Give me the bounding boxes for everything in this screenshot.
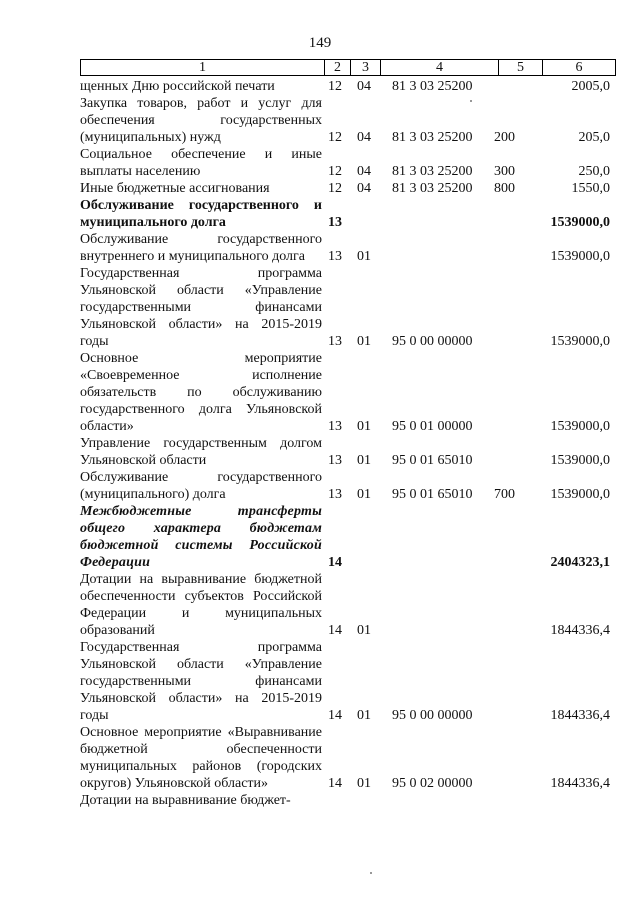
row-name: Государственная программа Ульяновской области «Управление государственными финансами Ульяновской области» на 2015-2019 годы — [80, 640, 322, 723]
row-target-article: 95 0 00 00000 — [392, 708, 473, 723]
row-subsection: 01 — [357, 249, 371, 264]
row-section: 13 — [328, 249, 342, 264]
row-expense-type: 700 — [494, 487, 515, 502]
table-row — [0, 435, 640, 469]
row-section: 13 — [328, 334, 342, 349]
row-name: Дотации на выравнивание бюджетной обеспеченности субъектов Российской Федерации и муниципальных образований — [80, 572, 322, 638]
row-section: 13 — [328, 453, 342, 468]
table-row — [0, 571, 640, 639]
row-amount: 1539000,0 — [550, 249, 610, 264]
header-col-4: 4 — [381, 60, 499, 75]
row-amount: 1844336,4 — [550, 776, 610, 791]
row-expense-type: 300 — [494, 164, 515, 179]
row-amount: 2005,0 — [571, 79, 610, 94]
row-expense-type: 800 — [494, 181, 515, 196]
row-target-article: 95 0 01 00000 — [392, 419, 473, 434]
row-amount: 1844336,4 — [550, 623, 610, 638]
row-amount: 1539000,0 — [550, 215, 610, 230]
row-subsection: 01 — [357, 623, 371, 638]
header-col-3: 3 — [351, 60, 381, 75]
table-row — [0, 639, 640, 724]
row-target-article: 95 0 01 65010 — [392, 487, 473, 502]
row-target-article: 81 3 03 25200 — [392, 164, 473, 179]
row-name: Обслуживание государственного (муниципального) долга — [80, 470, 322, 502]
row-subsection: 01 — [357, 487, 371, 502]
row-amount: 1539000,0 — [550, 453, 610, 468]
table-row — [0, 469, 640, 503]
row-amount: 1539000,0 — [550, 487, 610, 502]
row-target-article: 95 0 02 00000 — [392, 776, 473, 791]
row-amount: 1550,0 — [571, 181, 610, 196]
row-section: 14 — [328, 776, 342, 791]
row-target-article: 95 0 00 00000 — [392, 334, 473, 349]
row-subsection: 01 — [357, 453, 371, 468]
header-col-2: 2 — [325, 60, 351, 75]
row-subsection: 04 — [357, 181, 371, 196]
row-name: Закупка товаров, работ и услуг для обеспечения государственных (муниципальных) нужд — [80, 96, 322, 145]
row-section: 13 — [328, 419, 342, 434]
row-name: Межбюджетные трансферты общего характера бюджетам бюджетной системы Российской Федерации — [80, 504, 322, 570]
row-section: 14 — [328, 555, 342, 570]
row-name: Обслуживание государственного и муниципального долга — [80, 198, 322, 230]
table-row — [0, 95, 640, 146]
table-row — [0, 197, 640, 231]
row-section: 14 — [328, 623, 342, 638]
row-section: 14 — [328, 708, 342, 723]
row-target-article: 95 0 01 65010 — [392, 453, 473, 468]
row-subsection: 01 — [357, 334, 371, 349]
row-amount: 205,0 — [578, 130, 610, 145]
table-row — [0, 231, 640, 265]
row-section: 13 — [328, 215, 342, 230]
row-name: Социальное обеспечение и иные выплаты населению — [80, 147, 322, 179]
row-amount: 1844336,4 — [550, 708, 610, 723]
row-name: щенных Дню российской печати — [80, 79, 275, 94]
table-row — [0, 78, 640, 95]
table-body — [0, 78, 640, 809]
header-col-6: 6 — [575, 60, 583, 75]
row-expense-type: 200 — [494, 130, 515, 145]
header-col-1: 1 — [81, 60, 325, 75]
row-name: Иные бюджетные ассигнования — [80, 181, 270, 196]
row-section: 12 — [328, 79, 342, 94]
scan-speck — [470, 100, 472, 102]
row-amount: 1539000,0 — [550, 419, 610, 434]
row-name: Обслуживание государственного внутреннего и муниципального долга — [80, 232, 322, 264]
row-name: Государственная программа Ульяновской области «Управление государственными финансами Ульяновской области» на 2015-2019 годы — [80, 266, 322, 349]
scan-speck — [370, 872, 372, 874]
table-row — [0, 724, 640, 792]
row-target-article: 81 3 03 25200 — [392, 130, 473, 145]
table-header — [80, 59, 616, 76]
row-subsection: 04 — [357, 130, 371, 145]
row-name: Основное мероприятие «Выравнивание бюджетной обеспеченности муниципальных районов (городских округов) Ульяновской области» — [80, 725, 322, 791]
table-row — [0, 180, 640, 197]
row-subsection: 04 — [357, 79, 371, 94]
row-amount: 250,0 — [578, 164, 610, 179]
row-subsection: 01 — [357, 708, 371, 723]
table-row — [0, 792, 640, 809]
row-target-article: 81 3 03 25200 — [392, 79, 473, 94]
row-target-article: 81 3 03 25200 — [392, 181, 473, 196]
row-subsection: 04 — [357, 164, 371, 179]
table-row — [0, 265, 640, 350]
page-number: 149 — [308, 35, 332, 51]
row-section: 13 — [328, 487, 342, 502]
table-row — [0, 146, 640, 180]
row-section: 12 — [328, 164, 342, 179]
table-row — [0, 503, 640, 571]
row-amount: 1539000,0 — [550, 334, 610, 349]
header-col-5: 5 — [499, 60, 543, 75]
row-section: 12 — [328, 130, 342, 145]
row-name: Основное мероприятие «Своевременное исполнение обязательств по обслуживанию государственного долга Ульяновской области» — [80, 351, 322, 434]
table-row — [0, 350, 640, 435]
row-name: Дотации на выравнивание бюджет- — [80, 793, 291, 808]
row-section: 12 — [328, 181, 342, 196]
row-amount: 2404323,1 — [550, 555, 610, 570]
row-subsection: 01 — [357, 776, 371, 791]
row-subsection: 01 — [357, 419, 371, 434]
row-name: Управление государственным долгом Ульяновской области — [80, 436, 322, 468]
